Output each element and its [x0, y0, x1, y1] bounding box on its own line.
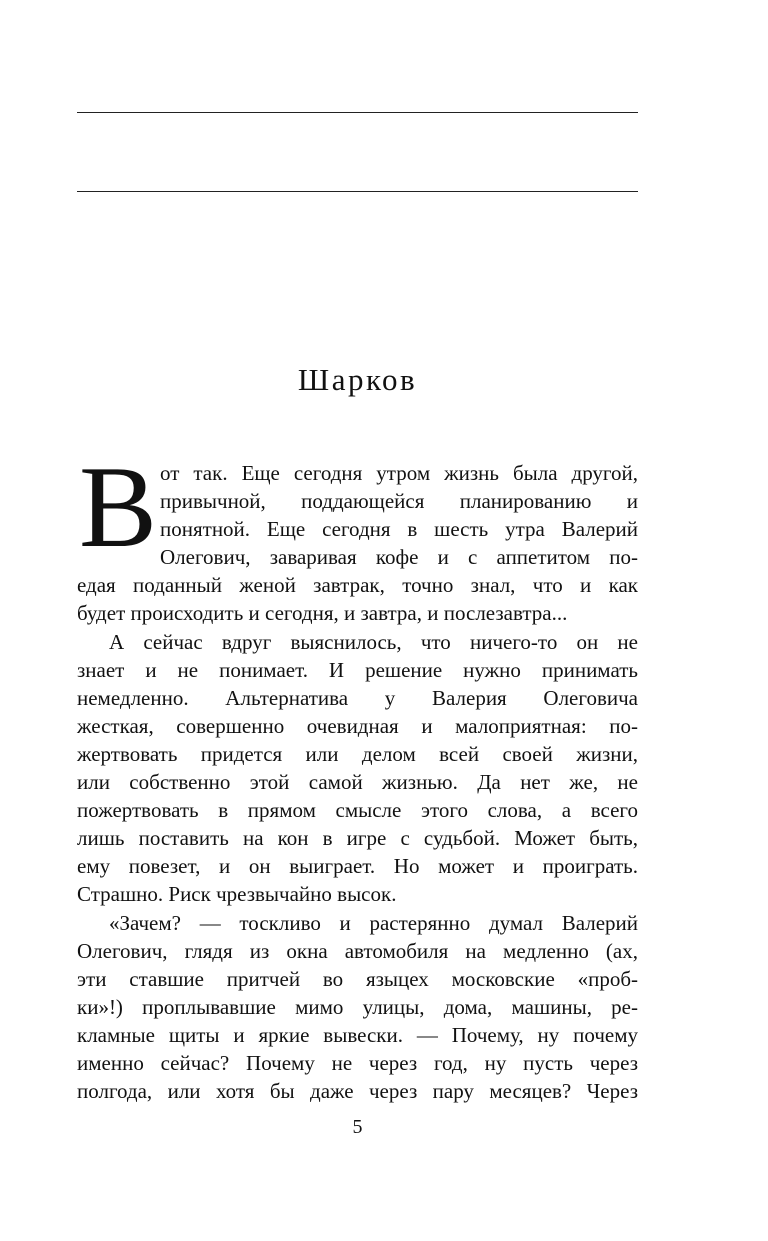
text-line: пожертвовать в прямом смысле этого слова, а всего [77, 798, 638, 823]
text-line: «Зачем? — тоскливо и растерянно думал Валерий [109, 910, 638, 935]
text-line: полгода, или хотя бы даже через пару месяцев? Через [77, 1079, 638, 1104]
text-line: знает и не понимает. И решение нужно принимать [77, 657, 638, 682]
text-line: Олегович, заваривая кофе и с аппетитом по- [160, 545, 638, 570]
text-line: эти ставшие притчей во языцех московские «проб- [77, 966, 638, 991]
text-line: понятной. Еще сегодня в шесть утра Валерий [160, 517, 638, 542]
drop-cap: В [79, 443, 158, 572]
top-rule [77, 112, 638, 113]
text-line: жесткая, совершенно очевидная и малоприятная: по- [77, 713, 638, 738]
text-line: кламные щиты и яркие вывески. — Почему, ну почему [77, 1022, 638, 1047]
text-line: едая поданный женой завтрак, точно знал, что и как [77, 573, 638, 598]
text-line: ки»!) проплывавшие мимо улицы, дома, машины, ре- [77, 994, 638, 1019]
text-line: жертвовать придется или делом всей своей жизни, [77, 741, 638, 766]
paragraph-1 [77, 459, 638, 628]
text-line: ему повезет, и он выиграет. Но может и проиграть. [77, 854, 638, 879]
text-line: привычной, поддающейся планированию и [160, 489, 638, 514]
chapter-title: Шарков [297, 362, 418, 397]
page-number: 5 [352, 1116, 363, 1138]
paragraph-3 [77, 909, 638, 1106]
body-text [77, 443, 638, 1105]
text-line: от так. Еще сегодня утром жизнь была другой, [160, 461, 638, 485]
text-line: А сейчас вдруг выяснилось, что ничего-то он не [109, 629, 638, 654]
text-line: немедленно. Альтернатива у Валерия Олеговича [77, 685, 638, 710]
paragraph-2 [77, 628, 638, 909]
text-line: Страшно. Риск чрезвычайно высок. [77, 882, 397, 907]
text-line: будет происходить и сегодня, и завтра, и послезавтра... [77, 601, 568, 626]
text-line: лишь поставить на кон в игре с судьбой. Может быть, [77, 826, 638, 851]
text-line: Олегович, глядя из окна автомобиля на медленно (ах, [77, 938, 638, 963]
text-line: именно сейчас? Почему не через год, ну пусть через [77, 1050, 638, 1075]
second-rule [77, 191, 638, 192]
text-line: или собственно этой самой жизнью. Да нет же, не [77, 770, 638, 795]
